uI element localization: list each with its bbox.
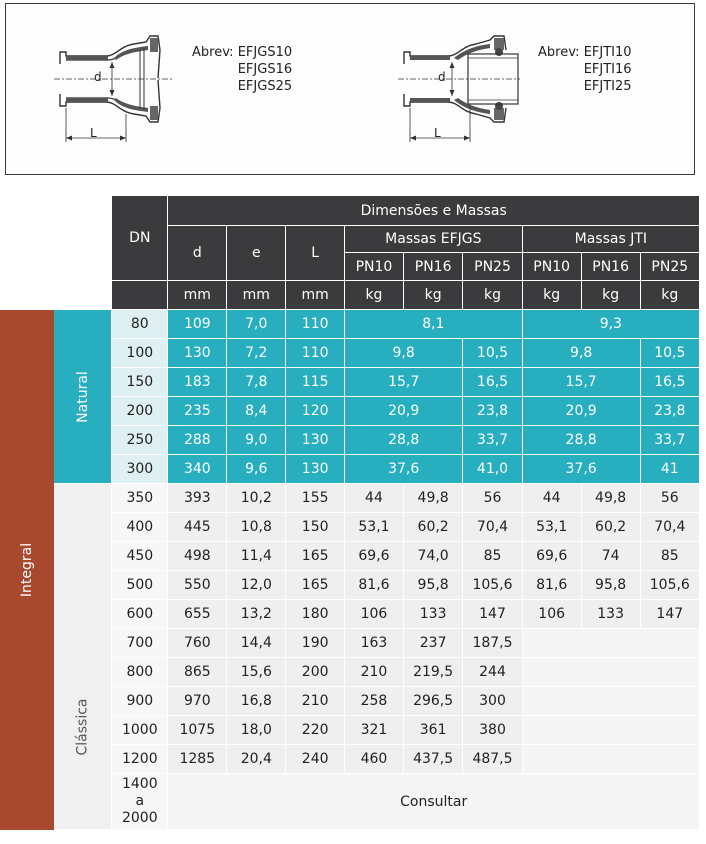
cell-d: 393 [168,484,227,513]
cell-d: 183 [168,368,227,397]
table-row [0,484,700,513]
cell-jti-pn10: 44 [522,484,581,513]
efjgs-abbrev-title: Abrev: [192,45,234,60]
cell-jti-pn25: 10,5 [640,339,699,368]
cell-d: 130 [168,339,227,368]
cell-efjgs-pn10: 69,6 [344,542,403,571]
cell-L: 200 [286,658,345,687]
cell-e: 9,6 [227,455,286,484]
cell-efjgs-pn25: 244 [463,658,522,687]
cell-dn: 150 [112,368,168,397]
cell-dn: 600 [112,600,168,629]
cell-efjgs-pn10: 460 [344,745,403,774]
cell-jti-empty [522,658,699,687]
cell-efjgs-pn25: 41,0 [463,455,522,484]
efjti-code-2: EFJTI16 [583,62,632,77]
unit-L: mm [286,281,345,310]
header-L: L [286,226,345,281]
efjti-code-1: EFJTI10 [583,45,632,60]
cell-L: 120 [286,397,345,426]
efjti-abbrev-list [538,44,632,95]
cell-jti-empty [522,629,699,658]
cell-e: 14,4 [227,629,286,658]
cell-jti-empty [522,687,699,716]
efjgs-code-3: EFJGS25 [237,79,293,94]
efjgs-code-2: EFJGS16 [237,62,293,77]
cell-L: 150 [286,513,345,542]
cell-jti-empty [522,716,699,745]
cell-L: 110 [286,339,345,368]
cell-efjgs-pn25: 147 [463,600,522,629]
cell-e: 16,8 [227,687,286,716]
cell-d: 340 [168,455,227,484]
cell-efjgs-mass: 8,1 [344,310,522,339]
cell-dn: 1000 [112,716,168,745]
cell-dn: 800 [112,658,168,687]
cell-d: 1075 [168,716,227,745]
dn-range-start: 1400 [121,776,158,792]
cell-efjgs-pn25: 187,5 [463,629,522,658]
cell-efjgs-pn16: 237 [403,629,462,658]
units-dn-blank [112,281,168,310]
cell-dn: 400 [112,513,168,542]
cell-jti-pn10: 106 [522,600,581,629]
cell-dn: 900 [112,687,168,716]
cell-efjgs-pn16: 219,5 [403,658,462,687]
cell-jti-pn25: 23,8 [640,397,699,426]
cell-efjgs-pn25: 105,6 [463,571,522,600]
cell-dn: 350 [112,484,168,513]
cell-dn: 1200 [112,745,168,774]
cell-efjgs-pn25: 16,5 [463,368,522,397]
cell-d: 970 [168,687,227,716]
cell-L: 155 [286,484,345,513]
cell-efjgs-pn10-16: 9,8 [344,339,462,368]
cell-jti-pn25: 105,6 [640,571,699,600]
cell-d: 445 [168,513,227,542]
cell-jti-pn10: 81,6 [522,571,581,600]
header-efjgs-pn25: PN25 [463,253,522,281]
unit-e: mm [227,281,286,310]
cell-efjgs-pn10: 106 [344,600,403,629]
table-row [0,310,700,339]
efjti-L-label: L [434,126,441,140]
cell-L: 130 [286,455,345,484]
header-row-1 [0,196,700,226]
cell-jti-pn16: 95,8 [581,571,640,600]
cell-dn-range [112,774,168,830]
cell-efjgs-pn25: 10,5 [463,339,522,368]
side-label-integral: Integral [0,310,54,830]
cell-jti-empty [522,745,699,774]
cell-e: 7,8 [227,368,286,397]
cell-d: 655 [168,600,227,629]
cell-e: 7,2 [227,339,286,368]
efjgs-d-label: d [94,70,102,84]
cell-L: 220 [286,716,345,745]
header-jti-pn10: PN10 [522,253,581,281]
cell-jti-pn10-16: 15,7 [522,368,640,397]
cell-d: 109 [168,310,227,339]
cell-d: 498 [168,542,227,571]
cell-L: 165 [286,542,345,571]
cell-e: 20,4 [227,745,286,774]
units-row [0,281,700,310]
cell-dn: 250 [112,426,168,455]
cell-efjgs-pn10-16: 37,6 [344,455,462,484]
cell-jti-pn25: 33,7 [640,426,699,455]
header-jti-pn16: PN16 [581,253,640,281]
header-e: e [227,226,286,281]
cell-efjgs-pn25: 23,8 [463,397,522,426]
cell-efjgs-pn16: 361 [403,716,462,745]
cell-e: 9,0 [227,426,286,455]
unit-efjgs-pn16: kg [403,281,462,310]
cell-jti-pn10-16: 28,8 [522,426,640,455]
cell-dn: 300 [112,455,168,484]
cell-efjgs-pn10: 53,1 [344,513,403,542]
cell-dn: 450 [112,542,168,571]
unit-jti-pn16: kg [581,281,640,310]
efjti-abbrev-title: Abrev: [538,45,580,60]
cell-e: 15,6 [227,658,286,687]
efjti-code-3: EFJTI25 [583,79,632,94]
cell-efjgs-pn10-16: 20,9 [344,397,462,426]
cell-efjgs-pn16: 95,8 [403,571,462,600]
cell-efjgs-pn16: 49,8 [403,484,462,513]
cell-efjgs-pn10: 321 [344,716,403,745]
header-dn: DN [112,196,168,281]
unit-efjgs-pn25: kg [463,281,522,310]
cell-e: 8,4 [227,397,286,426]
efjti-fitting-drawing [398,34,520,152]
header-efjgs-pn10: PN10 [344,253,403,281]
cell-efjgs-pn10-16: 28,8 [344,426,462,455]
side-label-natural: Natural [54,310,112,484]
dn-range-end: 2000 [121,810,158,826]
cell-d: 288 [168,426,227,455]
cell-jti-pn10-16: 9,8 [522,339,640,368]
cell-e: 7,0 [227,310,286,339]
efjgs-code-1: EFJGS10 [237,45,293,60]
cell-L: 180 [286,600,345,629]
cell-L: 165 [286,571,345,600]
cell-dn: 200 [112,397,168,426]
cell-efjgs-pn16: 437,5 [403,745,462,774]
cell-jti-pn25: 85 [640,542,699,571]
efjgs-fitting-drawing [54,34,174,152]
cell-efjgs-pn25: 33,7 [463,426,522,455]
unit-jti-pn10: kg [522,281,581,310]
cell-L: 115 [286,368,345,397]
cell-efjgs-pn10: 163 [344,629,403,658]
dimensions-masses-table [0,195,700,830]
cell-jti-pn25: 70,4 [640,513,699,542]
unit-jti-pn25: kg [640,281,699,310]
header-corner [0,196,112,281]
cell-dn: 80 [112,310,168,339]
cell-jti-pn16: 133 [581,600,640,629]
cell-L: 110 [286,310,345,339]
cell-efjgs-pn25: 56 [463,484,522,513]
cell-jti-pn10-16: 37,6 [522,455,640,484]
cell-efjgs-pn10: 44 [344,484,403,513]
dn-range-sep: a [135,793,145,809]
cell-efjgs-pn25: 300 [463,687,522,716]
cell-L: 130 [286,426,345,455]
cell-d: 550 [168,571,227,600]
cell-e: 18,0 [227,716,286,745]
cell-jti-pn25: 56 [640,484,699,513]
cell-d: 1285 [168,745,227,774]
cell-jti-pn16: 74 [581,542,640,571]
efjgs-abbrev-list [192,44,292,95]
cell-dn: 500 [112,571,168,600]
cell-e: 12,0 [227,571,286,600]
cell-efjgs-pn25: 70,4 [463,513,522,542]
cell-efjgs-pn10: 81,6 [344,571,403,600]
cell-jti-pn10: 69,6 [522,542,581,571]
cell-efjgs-pn16: 133 [403,600,462,629]
cell-e: 11,4 [227,542,286,571]
cell-dn: 700 [112,629,168,658]
cell-L: 240 [286,745,345,774]
cell-jti-pn16: 60,2 [581,513,640,542]
cell-jti-pn25: 147 [640,600,699,629]
diagram-panel [5,3,695,175]
cell-efjgs-pn10-16: 15,7 [344,368,462,397]
cell-L: 210 [286,687,345,716]
unit-d: mm [168,281,227,310]
header-jti-pn25: PN25 [640,253,699,281]
efjgs-L-label: L [90,126,97,140]
units-corner [0,281,112,310]
cell-efjgs-pn16: 296,5 [403,687,462,716]
cell-e: 13,2 [227,600,286,629]
cell-efjgs-pn25: 85 [463,542,522,571]
cell-efjgs-pn16: 74,0 [403,542,462,571]
header-d: d [168,226,227,281]
cell-jti-pn10: 53,1 [522,513,581,542]
unit-efjgs-pn10: kg [344,281,403,310]
cell-efjgs-pn10: 258 [344,687,403,716]
cell-jti-pn25: 41 [640,455,699,484]
cell-efjgs-pn10: 210 [344,658,403,687]
cell-jti-mass: 9,3 [522,310,699,339]
cell-jti-pn10-16: 20,9 [522,397,640,426]
header-dimensions-masses: Dimensões e Massas [168,196,700,226]
cell-efjgs-pn25: 380 [463,716,522,745]
cell-efjgs-pn16: 60,2 [403,513,462,542]
cell-e: 10,8 [227,513,286,542]
header-efjgs-pn16: PN16 [403,253,462,281]
cell-efjgs-pn25: 487,5 [463,745,522,774]
cell-L: 190 [286,629,345,658]
cell-d: 865 [168,658,227,687]
cell-jti-pn25: 16,5 [640,368,699,397]
cell-d: 760 [168,629,227,658]
cell-consult-note: Consultar [168,774,700,830]
header-masses-jti: Massas JTI [522,226,699,253]
cell-e: 10,2 [227,484,286,513]
cell-d: 235 [168,397,227,426]
cell-dn: 100 [112,339,168,368]
dimensions-table-wrapper [0,195,700,844]
side-label-classica: Clássica [54,484,112,830]
cell-jti-pn16: 49,8 [581,484,640,513]
efjti-d-label: d [438,70,446,84]
header-masses-efjgs: Massas EFJGS [344,226,522,253]
